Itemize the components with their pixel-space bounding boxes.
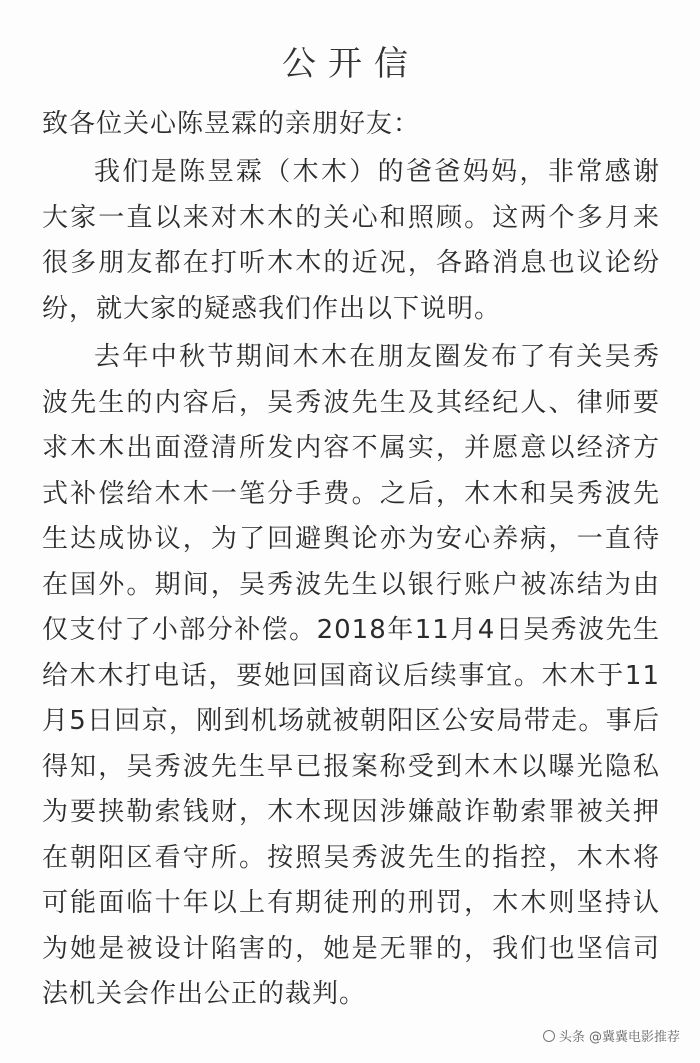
letter-paragraph-1: 我们是陈昱霖（木木）的爸爸妈妈，非常感谢大家一直以来对木木的关心和照顾。这两个多月来很多朋友都在打听木木的近况，各路消息也议论纷纷，就大家的疑惑我们作出以下说明。: [42, 157, 660, 324]
letter-title: 公开信: [282, 44, 420, 84]
watermark-text: 头条 @冀冀电影推荐: [558, 1030, 680, 1045]
letter-salutation: 致各位关心陈昱霖的亲朋好友：: [42, 109, 421, 139]
watermark-icon: [543, 1030, 555, 1042]
source-watermark: [543, 1026, 680, 1045]
letter-paragraph-2: 去年中秋节期间木木在朋友圈发布了有关吴秀波先生的内容后，吴秀波先生及其经纪人、律师要求木木出面澄清所发内容不属实，并愿意以经济方式补偿给木木一笔分手费。之后，木木和吴秀波先生达成协议，为了回避舆论亦为安心养病，一直待在国外。期间，吴秀波先生以银行账户被冻结为由仅支付了小部分补偿。2018年11月4日吴秀波先生给木木打电话，要她回国商议后续事宜。木木于11月5日回京，刚到机场就被朝阳区公安局带走。事后得知，吴秀波先生早已报案称受到木木以曝光隐私为要挟勒索钱财，木木现因涉嫌敲诈勒索罪被关押在朝阳区看守所。按照吴秀波先生的指控，木木将可能面临十年以上有期徒刑的刑罚，木木则坚持认为她是被设计陷害的，她是无罪的，我们也坚信司法机关会作出公正的裁判。: [42, 342, 660, 1009]
